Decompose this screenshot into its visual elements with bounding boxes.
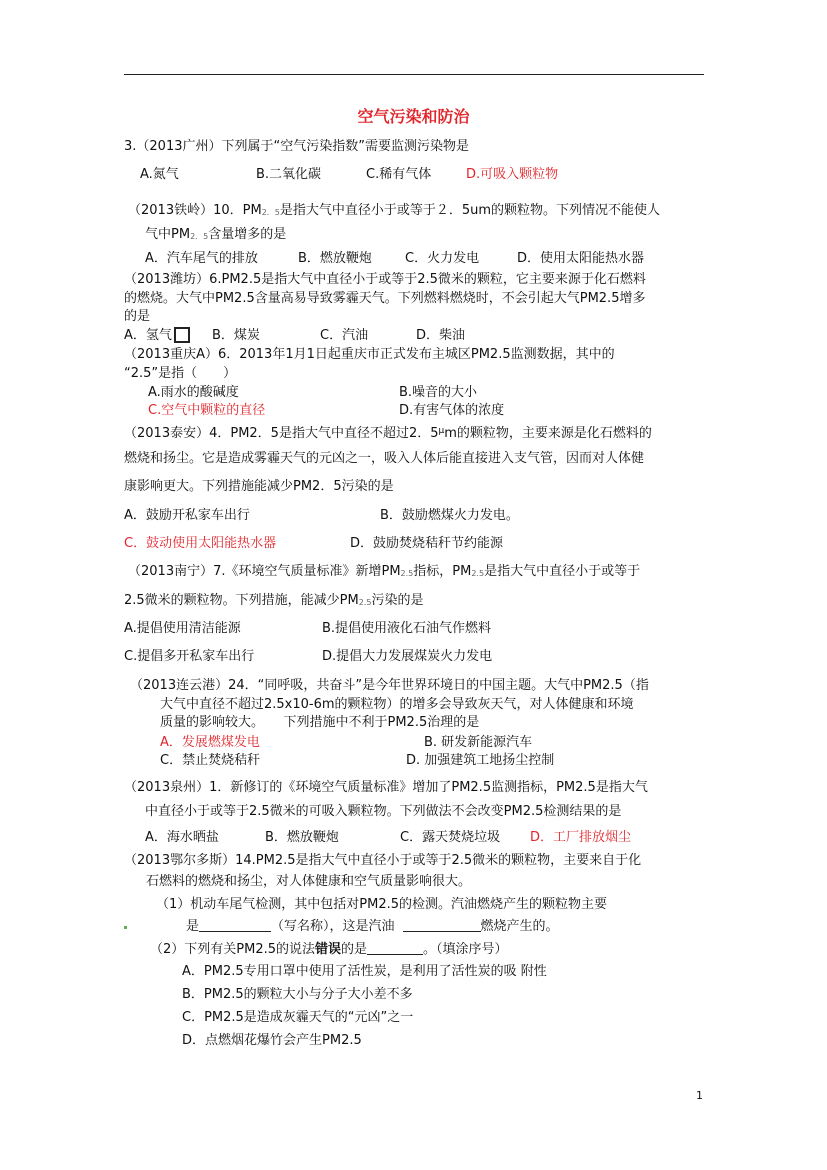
q6-option-a: A.提倡使用清洁能源 [124,621,241,636]
q6-option-b: B.提倡使用液化石油气作燃料 [322,621,492,636]
q7-option-d: D. 加强建筑工地扬尘控制 [406,753,555,768]
q8-option-c: C．露天焚烧垃圾 [400,830,501,845]
q1-stem: 3.（2013广州）下列属于“空气污染指数”需要监测污染物是 [124,139,469,154]
q1-option-c: C.稀有气体 [366,167,432,182]
q8-option-a: A．海水晒盐 [145,830,219,845]
q9-stem-line1: （2013鄂尔多斯）14.PM2.5是指大气中直径小于或等于2.5微米的颗粒物，主要来自于化 [124,853,642,868]
q9-part1-line1: （1）机动车尾气检测，其中包括对PM2.5的检测。汽油燃烧产生的颗粒物主要 [156,897,608,912]
q7-stem-line2: 大气中直径不超过2.5x10-6m的颗粒物）的增多会导致灰天气，对人体健康和环境 [160,697,634,712]
q5-option-a: A．鼓励开私家车出行 [124,508,250,523]
q9-option-b: B．PM2.5的颗粒大小与分子大小差不多 [182,987,413,1002]
q6-stem-line1: （2013南宁）7.《环境空气质量标准》新增PM2.5指标，PM2.5是指大气中直径小于或等于 [128,564,641,579]
pm-subscript: 2．5 [261,208,280,217]
q3-stem-line1: （2013潍坊）6.PM2.5是指大气中直径小于或等于2.5微米的颗粒，它主要来源于化石燃料 [124,272,646,287]
q9-option-a: A．PM2.5专用口罩中使用了活性炭，是利用了活性炭的吸 附性 [182,964,547,979]
answer-box [174,327,190,343]
q3-stem-line3: 的是 [124,309,151,324]
q6-option-c: C.提倡多开私家车出行 [124,649,255,664]
q5-stem-line1: （2013泰安）4．PM2．5是指大气中直径不超过2．$5^\mu m$的颗粒物，主要来源是化石燃料的 [124,426,652,441]
q9-option-d: D．点燃烟花爆竹会产生PM2.5 [182,1033,362,1048]
q3-option-a: A．氢气 [124,327,194,345]
pm-subscript: 2.5 [358,598,372,607]
stray-mark [124,926,127,929]
q5-option-c-answer: C．鼓动使用太阳能热水器 [124,536,277,551]
pm-subscript: 2．5 [190,232,209,241]
q1-option-b: B.二氧化碳 [256,167,322,182]
q4-option-c-answer: C.空气中颗粒的直径 [148,403,266,418]
q7-option-b: B. 研发新能源汽车 [424,735,533,750]
q2-option-a: A．汽车尾气的排放 [145,251,258,266]
q6-option-d: D.提倡大力发展煤炭火力发电 [322,649,493,664]
q4-option-a: A.雨水的酸碱度 [148,385,239,400]
q2-stem-line2: 气中PM2．5含量增多的是 [145,227,287,242]
q2-option-d: D．使用太阳能热水器 [517,251,645,266]
q2-option-b: B．燃放鞭炮 [298,251,372,266]
fill-blank[interactable] [199,918,271,932]
q1-option-d-answer: D.可吸入颗粒物 [466,167,559,182]
pm-subscript: 2.5 [471,569,485,578]
q7-option-a-answer: A．发展燃煤发电 [160,735,260,750]
q2-stem-line1: （2013铁岭）10．PM2．5是指大气中直径小于或等于２．5um的颗粒物。下列情况不能使人 [128,203,661,218]
q3-stem-line2: 的燃烧。大气中PM2.5含量高易导致雾霾天气。下列燃料燃烧时，不会引起大气PM2.5增多 [124,291,646,306]
document-title: 空气污染和防治 [357,107,470,126]
q9-part1-line2: 是 （写名称），这是汽油 燃烧产生的。 [186,919,559,934]
q3-option-d: D．柴油 [416,328,466,343]
q7-stem-line3: 质量的影响较大。 下列措施中不利于PM2.5治理的是 [160,715,480,730]
q8-option-b: B．燃放鞭炮 [265,830,339,845]
q5-option-b: B．鼓励燃煤火力发电。 [380,508,519,523]
q5-stem-line2: 燃烧和扬尘。它是造成雾霾天气的元凶之一，吸入人体后能直接进入支气管，因而对人体健 [124,451,645,466]
page-number: 1 [696,1089,703,1102]
q2-option-c: C．火力发电 [405,251,480,266]
q7-stem-line1: （2013连云港）24．“同呼吸，共奋斗”是今年世界环境日的中国主题。大气中PM2.5（指 [130,678,649,693]
q4-stem-line2: “2.5”是指（ ） [124,366,237,381]
q9-stem-line2: 石燃料的燃烧和扬尘，对人体健康和空气质量影响很大。 [146,874,472,889]
q3-option-b: B．煤炭 [212,328,260,343]
q8-stem-line2: 中直径小于或等于2.5微米的可吸入颗粒物。下列做法不会改变PM2.5检测结果的是 [145,804,622,819]
q4-stem-line1: （2013重庆A）6．2013年1月1日起重庆市正式发布主城区PM2.5监测数据，其中的 [124,347,615,362]
q7-option-c: C．禁止焚烧秸秆 [160,753,261,768]
q8-stem-line1: （2013泉州）1．新修订的《环境空气质量标准》增加了PM2.5监测指标，PM2.5是指大气 [124,780,648,795]
q6-stem-line2: 2.5微米的颗粒物。下列措施，能减少PM2.5污染的是 [124,593,424,608]
fill-blank[interactable] [403,918,481,932]
micro-symbol: μ [438,426,445,436]
header-rule [124,74,704,75]
q3-option-c: C．汽油 [320,328,369,343]
pm-subscript: 2.5 [400,569,414,578]
q5-option-d: D．鼓励焚烧秸秆节约能源 [350,536,504,551]
q9-part2-stem: （2）下列有关PM2.5的说法错误的是 。（填涂序号） [150,942,508,957]
q5-stem-line3: 康影响更大。下列措施能减少PM2．5污染的是 [124,479,394,494]
q1-option-a: A.氮气 [140,167,179,182]
fill-blank[interactable] [367,941,423,955]
q4-option-d: D.有害气体的浓度 [399,403,505,418]
q4-option-b: B.噪音的大小 [399,385,478,400]
q8-option-d-answer: D．工厂排放烟尘 [530,830,632,845]
q9-option-c: C．PM2.5是造成灰霾天气的“元凶”之一 [182,1010,414,1025]
